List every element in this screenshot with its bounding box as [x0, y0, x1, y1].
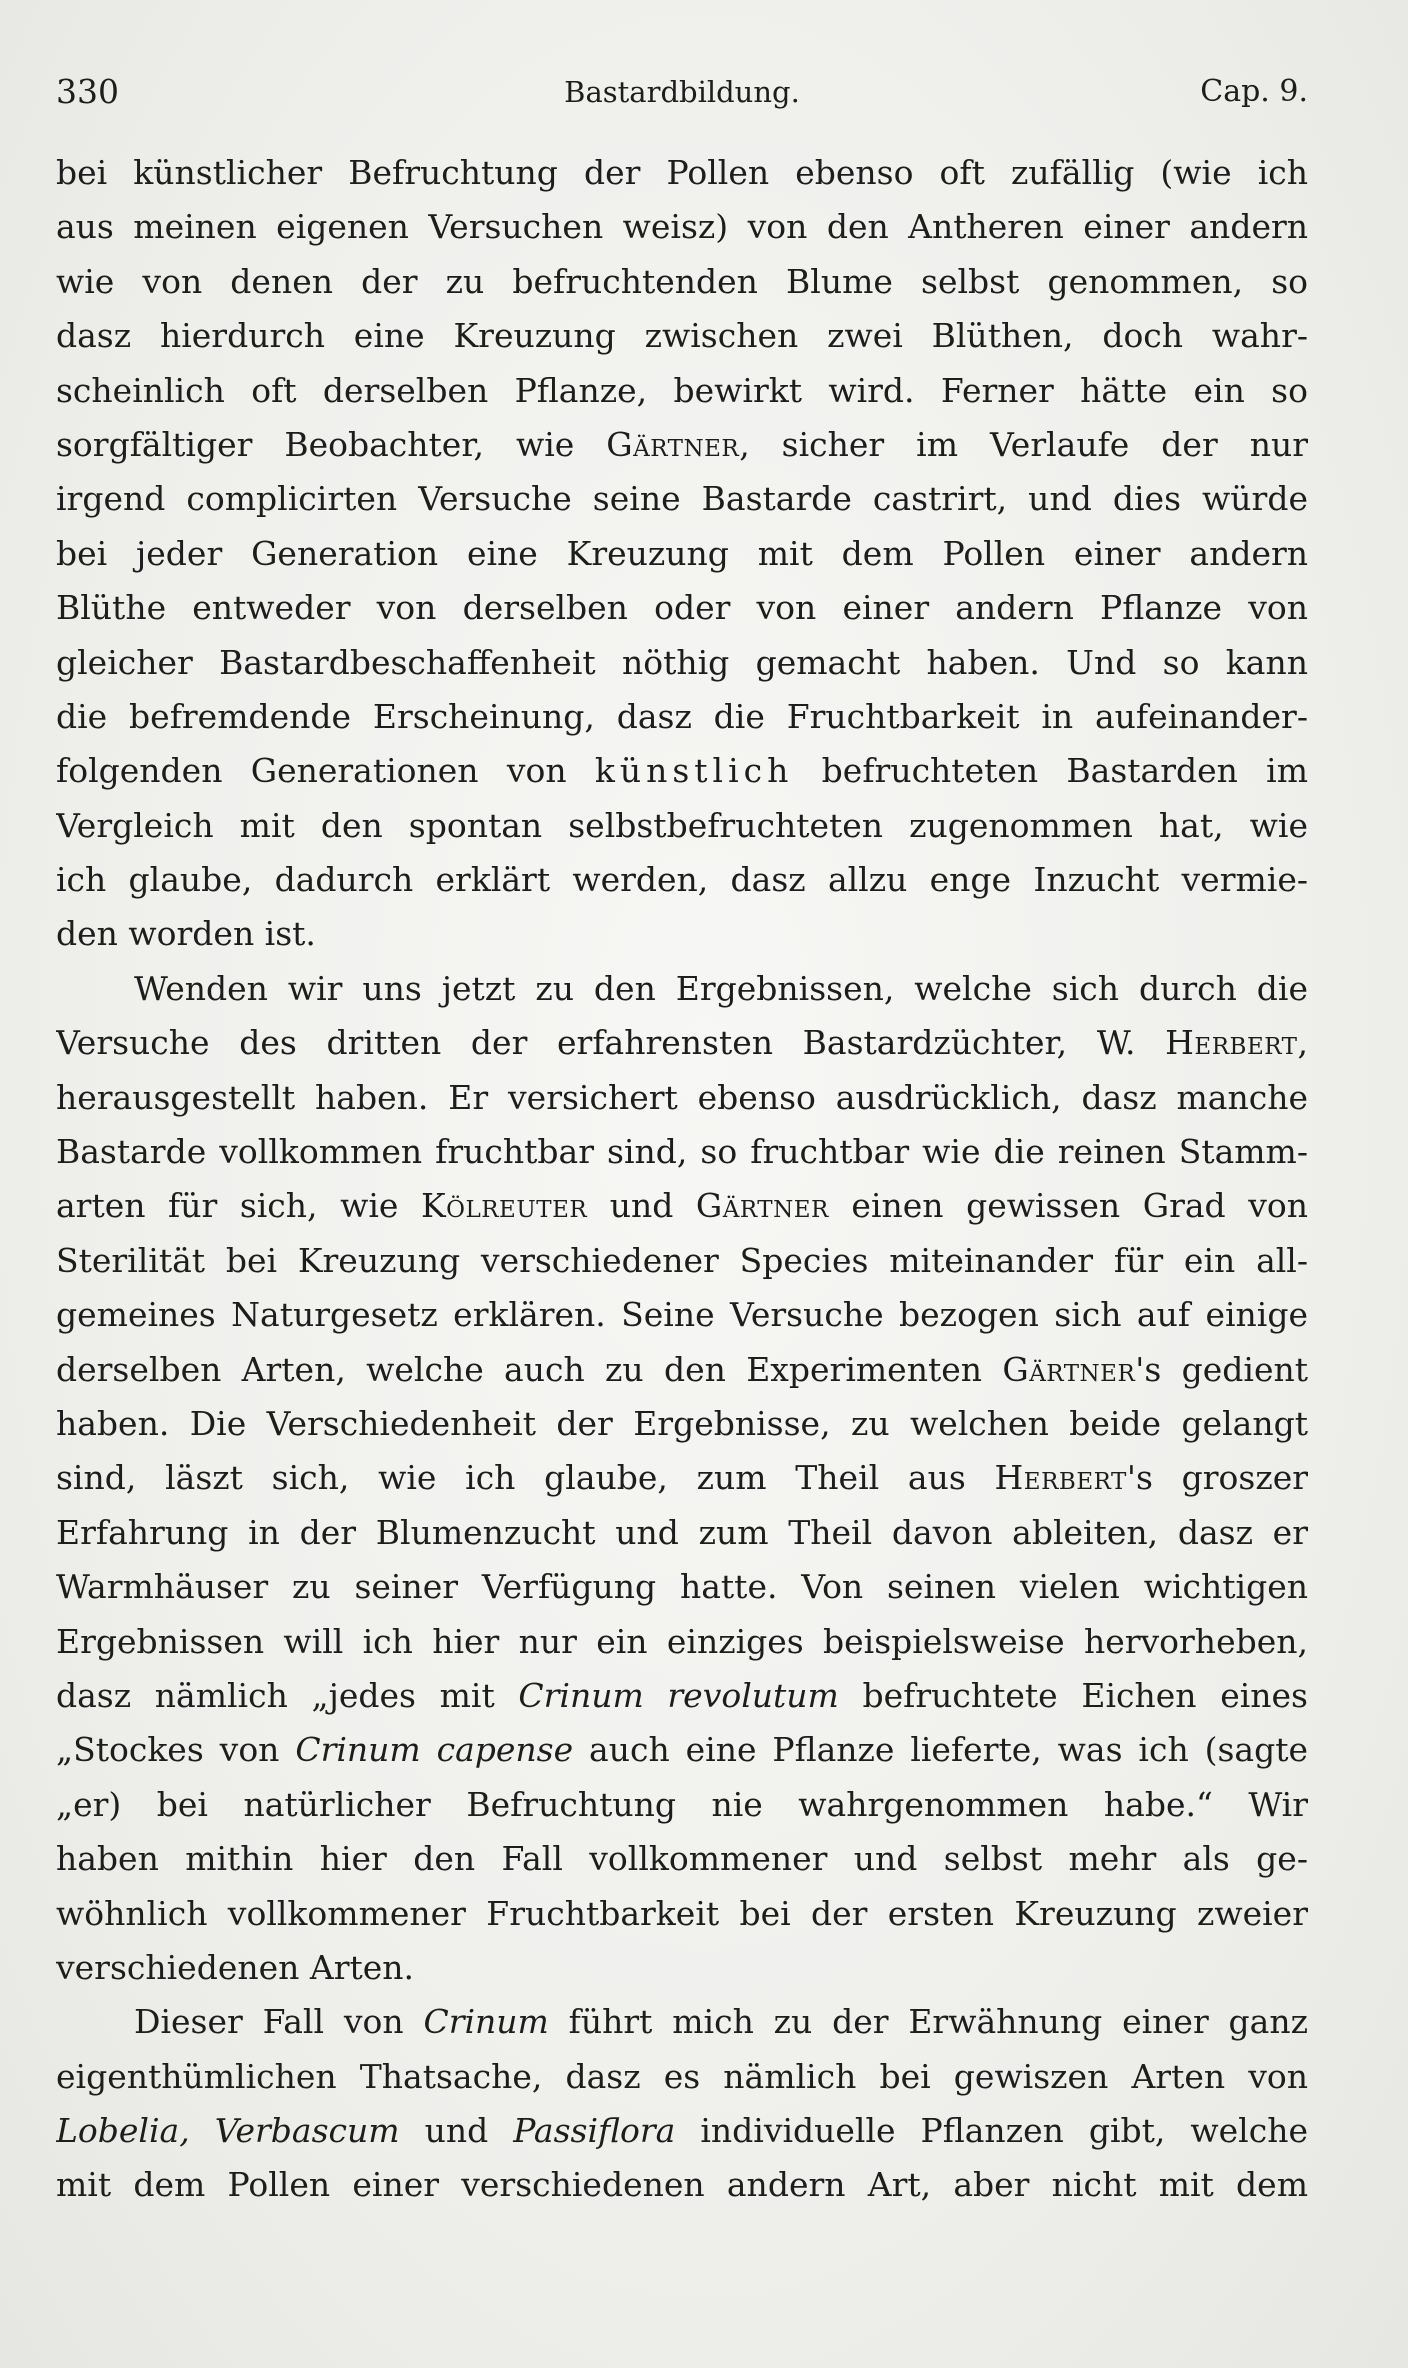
body-text	[56, 146, 1308, 2213]
italic-text: Crinum capense	[295, 1730, 574, 1770]
text-segment: befruchteten Bastarden im	[793, 751, 1308, 791]
text-line	[56, 1887, 1308, 1941]
page-number: 330	[56, 72, 119, 111]
text-segment: gemeines Naturgesetz erklären. Seine Versuche bezogen sich auf einige	[56, 1295, 1308, 1335]
text-segment: herausgestellt haben. Er versichert ebenso ausdrücklich, dasz manche	[56, 1077, 1308, 1117]
text-line	[56, 364, 1308, 418]
text-line	[56, 1343, 1308, 1397]
text-line	[56, 907, 1308, 961]
chapter-label: Cap. 9.	[1200, 74, 1308, 109]
text-segment: und	[587, 1186, 696, 1226]
text-line	[56, 1016, 1308, 1070]
small-caps-name: Herbert	[994, 1458, 1127, 1498]
text-line	[56, 962, 1308, 1016]
italic-text: Crinum revolutum	[518, 1675, 839, 1715]
text-segment: Sterilität bei Kreuzung verschiedener Species miteinander für ein all-	[56, 1240, 1308, 1280]
small-caps-name: Kölreuter	[420, 1186, 588, 1226]
text-segment: „Stockes von	[56, 1730, 296, 1770]
text-segment: bei jeder Generation eine Kreuzung mit dem Pollen einer andern	[56, 533, 1308, 573]
text-segment: arten für sich, wie	[56, 1186, 421, 1226]
small-caps-name: Gärtner	[1002, 1349, 1136, 1389]
text-line	[56, 1995, 1308, 2049]
italic-text: Crinum	[423, 2002, 549, 2042]
text-segment: „er) bei natürlicher Befruchtung nie wahrgenommen habe.“ Wir	[56, 1784, 1308, 1824]
text-segment: wöhnlich vollkommener Fruchtbarkeit bei der ersten Kreuzung zweier	[56, 1893, 1308, 1933]
text-segment: bei künstlicher Befruchtung der Pollen ebenso oft zufällig (wie ich	[56, 153, 1308, 192]
text-segment: Versuche des dritten der erfahrensten Bastardzüchter, W.	[56, 1023, 1166, 1063]
text-segment: die befremdende Erscheinung, dasz die Fruchtbarkeit in aufeinander-	[56, 696, 1308, 736]
text-segment: verschiedenen Arten.	[56, 1947, 415, 1987]
text-line	[56, 418, 1308, 472]
text-segment: Ergebnissen will ich hier nur ein einziges beispielsweise hervorheben,	[56, 1621, 1308, 1661]
text-line	[56, 1397, 1308, 1451]
text-line	[56, 146, 1308, 200]
small-caps-name: Herbert	[1165, 1023, 1298, 1063]
text-segment: Dieser Fall von	[134, 2002, 424, 2042]
text-segment: und	[399, 2111, 514, 2151]
text-line	[56, 799, 1308, 853]
text-line	[56, 1941, 1308, 1995]
text-segment: Erfahrung in der Blumenzucht und zum Theil davon ableiten, dasz er	[56, 1512, 1308, 1552]
text-line	[56, 1179, 1308, 1233]
text-line	[56, 255, 1308, 309]
text-line	[56, 1723, 1308, 1777]
text-line	[56, 1125, 1308, 1179]
text-segment: ich glaube, dadurch erklärt werden, dasz allzu enge Inzucht vermie-	[56, 860, 1308, 900]
text-segment: individuelle Pflanzen gibt, welche	[675, 2111, 1308, 2151]
text-line	[56, 2104, 1308, 2158]
text-segment: Blüthe entweder von derselben oder von einer andern Pflanze von	[56, 588, 1308, 628]
text-segment: 's groszer	[1126, 1458, 1308, 1498]
text-segment: befruchtete Eichen eines	[838, 1675, 1308, 1715]
text-segment: einen gewissen Grad von	[828, 1186, 1308, 1226]
text-segment: aus meinen eigenen Versuchen weisz) von den Antheren einer andern	[56, 207, 1308, 247]
text-line	[56, 309, 1308, 363]
small-caps-name: Gärtner	[606, 424, 740, 464]
text-line	[56, 1832, 1308, 1886]
text-line	[56, 744, 1308, 798]
text-segment: dasz nämlich „jedes mit	[56, 1675, 519, 1715]
spaced-text: künstlich	[594, 751, 794, 791]
text-segment: irgend complicirten Versuche seine Bastarde castrirt, und dies würde	[56, 479, 1308, 519]
text-line	[56, 1234, 1308, 1288]
text-line	[56, 1506, 1308, 1560]
text-line	[56, 472, 1308, 526]
running-title: Bastardbildung.	[564, 75, 800, 109]
text-line	[56, 1615, 1308, 1669]
text-segment: sind, läszt sich, wie ich glaube, zum Theil aus	[56, 1458, 995, 1498]
text-segment: haben. Die Verschiedenheit der Ergebnisse, zu welchen beide gelangt	[56, 1403, 1308, 1443]
text-segment: eigenthümlichen Thatsache, dasz es nämlich bei gewiszen Arten von	[56, 2056, 1308, 2096]
text-segment: Vergleich mit den spontan selbstbefruchteten zugenommen hat, wie	[56, 805, 1308, 845]
text-line	[56, 1560, 1308, 1614]
text-line	[56, 2158, 1308, 2212]
text-segment: führt mich zu der Erwähnung einer ganz	[548, 2002, 1308, 2042]
text-segment: haben mithin hier den Fall vollkommener und selbst mehr als ge-	[56, 1839, 1308, 1879]
text-line	[56, 690, 1308, 744]
text-segment: folgenden Generationen von	[56, 751, 595, 791]
text-segment: auch eine Pflanze lieferte, was ich (sagte	[573, 1730, 1308, 1770]
text-segment: ,	[1297, 1023, 1308, 1063]
text-line	[56, 1071, 1308, 1125]
text-segment: scheinlich oft derselben Pflanze, bewirkt wird. Ferner hätte ein so	[56, 370, 1308, 410]
small-caps-name: Gärtner	[695, 1186, 829, 1226]
text-line	[56, 1451, 1308, 1505]
text-line	[56, 1288, 1308, 1342]
text-line	[56, 200, 1308, 254]
text-line	[56, 636, 1308, 690]
text-line	[56, 581, 1308, 635]
text-line	[56, 853, 1308, 907]
text-line	[56, 527, 1308, 581]
text-segment: dasz hierdurch eine Kreuzung zwischen zwei Blüthen, doch wahr-	[56, 316, 1308, 356]
text-segment: den worden ist.	[56, 914, 316, 954]
text-segment: wie von denen der zu befruchtenden Blume selbst genommen, so	[56, 261, 1308, 301]
text-segment: Wenden wir uns jetzt zu den Ergebnissen, welche sich durch die	[134, 968, 1308, 1008]
text-line	[56, 1778, 1308, 1832]
text-line	[56, 1669, 1308, 1723]
text-segment: Bastarde vollkommen fruchtbar sind, so fruchtbar wie die reinen Stamm-	[56, 1132, 1308, 1172]
text-segment: , sicher im Verlaufe der nur	[739, 424, 1308, 464]
text-segment: gleicher Bastardbeschaffenheit nöthig gemacht haben. Und so kann	[56, 642, 1308, 682]
text-segment: sorgfältiger Beobachter, wie	[56, 424, 607, 464]
text-segment: mit dem Pollen einer verschiedenen andern Art, aber nicht mit dem	[56, 2165, 1308, 2205]
text-line	[56, 2050, 1308, 2104]
text-segment: derselben Arten, welche auch zu den Experimenten	[56, 1349, 1003, 1389]
text-segment: 's gedient	[1135, 1349, 1308, 1389]
italic-text: Lobelia, Verbascum	[56, 2111, 400, 2151]
page-header	[56, 62, 1308, 122]
italic-text: Passiflora	[513, 2111, 676, 2151]
text-segment: Warmhäuser zu seiner Verfügung hatte. Von seinen vielen wichtigen	[56, 1567, 1308, 1607]
